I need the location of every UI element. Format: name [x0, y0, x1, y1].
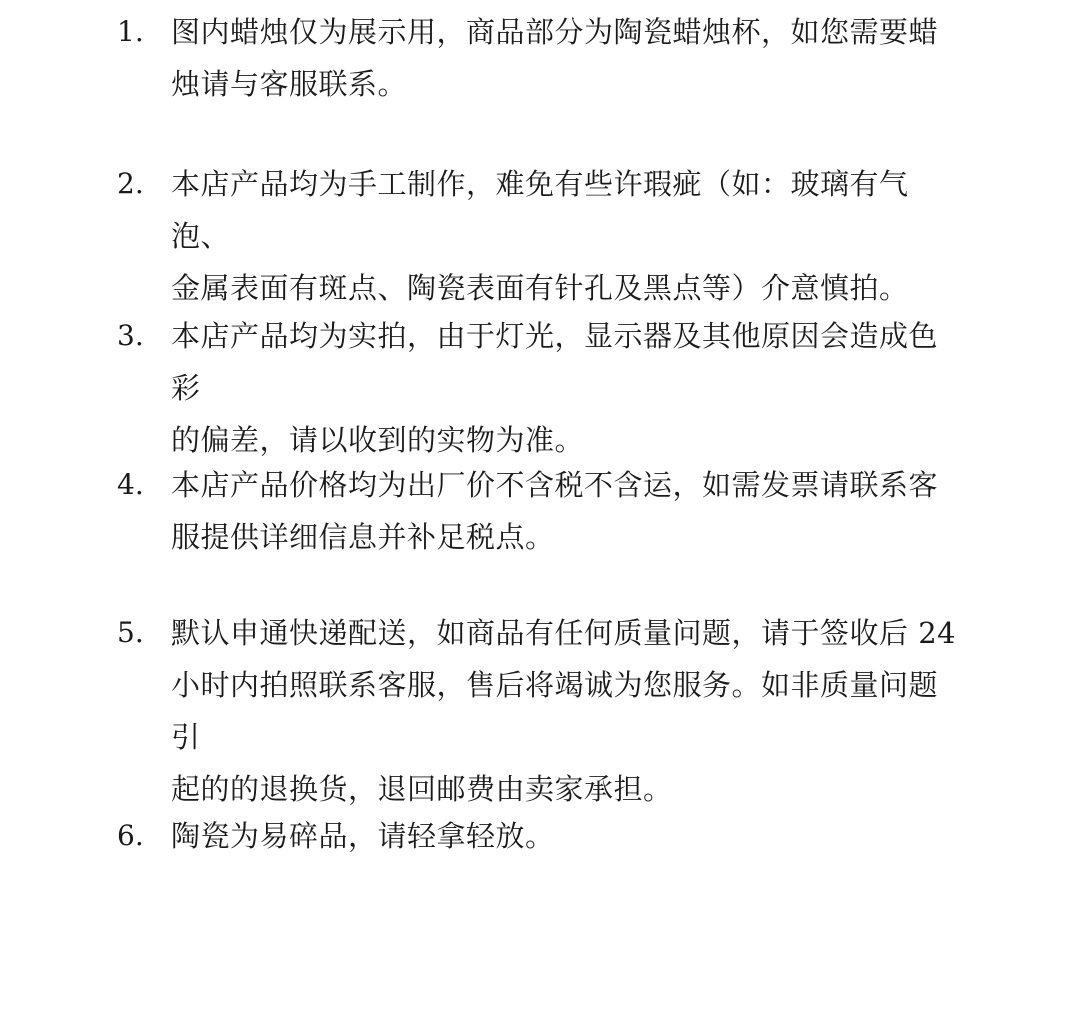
item-text: 图内蜡烛仅为展示用，商品部分为陶瓷蜡烛杯，如您需要蜡 烛请与客服联系。 — [171, 15, 939, 101]
item-text: 本店产品价格均为出厂价不含税不含运，如需发票请联系客 服提供详细信息并补足税点。 — [171, 468, 939, 554]
item-number: 2. — [117, 167, 144, 200]
notice-item — [117, 6, 977, 110]
item-number: 5. — [117, 616, 144, 649]
item-number: 6. — [117, 819, 144, 852]
item-number: 4. — [117, 468, 144, 501]
item-number: 3. — [117, 319, 144, 352]
notice-item — [117, 158, 977, 314]
item-text: 本店产品均为实拍，由于灯光，显示器及其他原因会造成色彩 的偏差，请以收到的实物为准。 — [171, 319, 939, 457]
item-number: 1. — [117, 15, 144, 48]
notice-item — [117, 810, 977, 862]
notice-item — [117, 310, 977, 466]
notice-item — [117, 607, 977, 815]
item-text: 本店产品均为手工制作，难免有些许瑕疵（如：玻璃有气泡、 金属表面有斑点、陶瓷表面有针孔及黑点等）介意慎拍。 — [171, 167, 909, 305]
item-text: 陶瓷为易碎品，请轻拿轻放。 — [171, 819, 555, 853]
item-text: 默认申通快递配送，如商品有任何质量问题，请于签收后 24 小时内拍照联系客服，售后将竭诚为您服务。如非质量问题引 起的的退换货，退回邮费由卖家承担。 — [171, 616, 957, 806]
notice-item — [117, 459, 977, 563]
